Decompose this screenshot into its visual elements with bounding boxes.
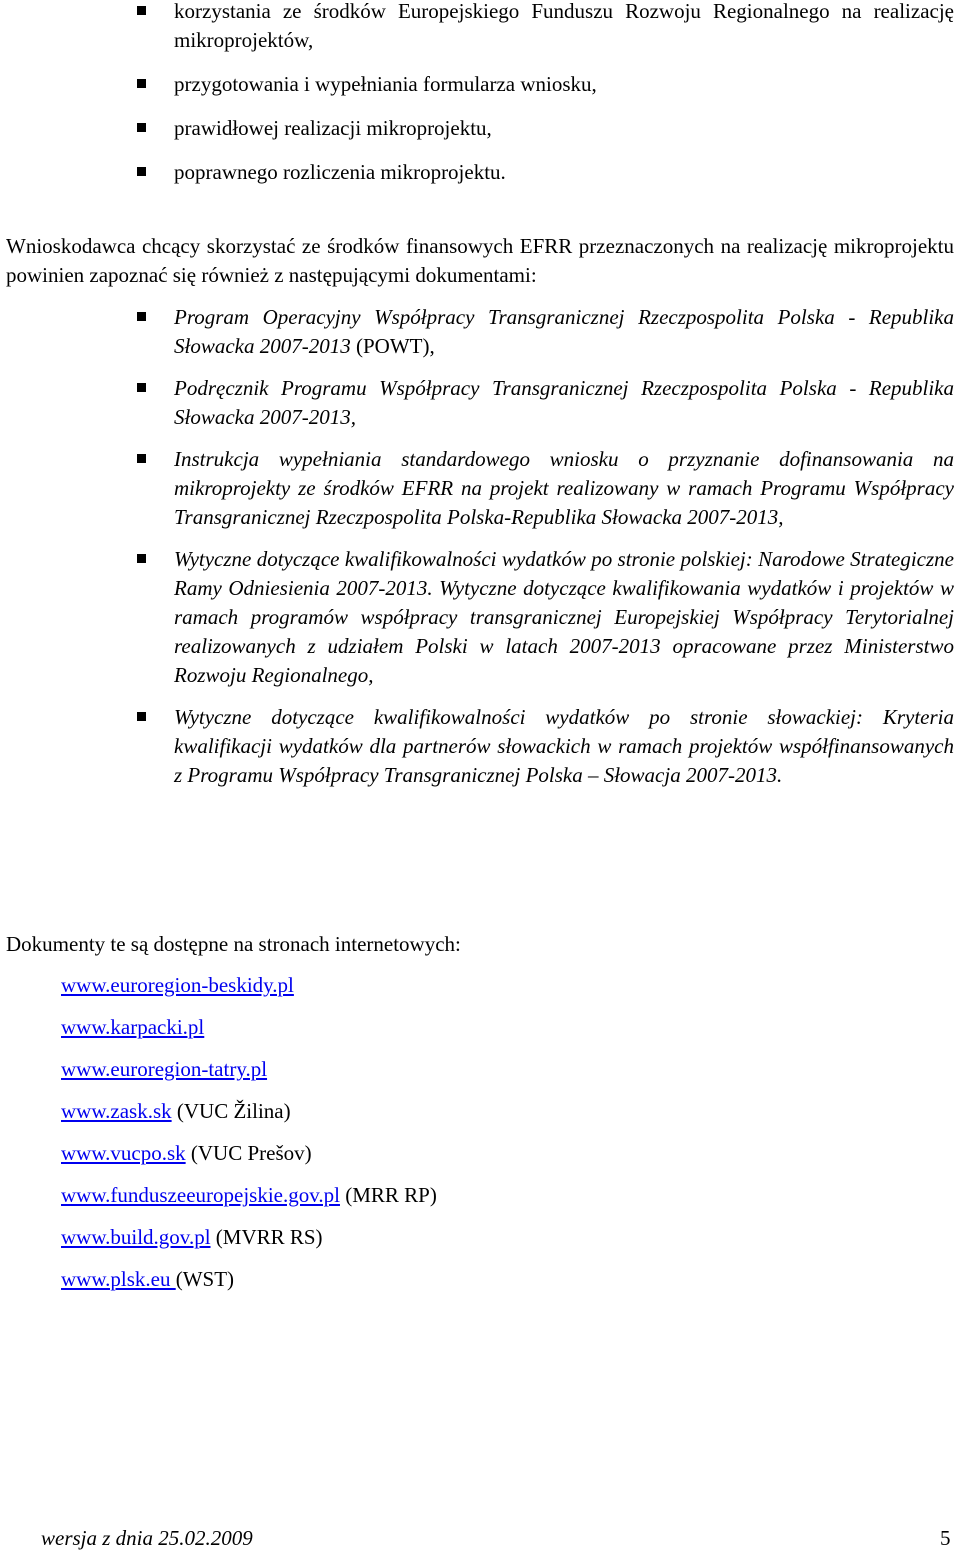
link-karpacki[interactable]: www.karpacki.pl xyxy=(61,1015,205,1039)
link-item xyxy=(61,1181,437,1223)
square-bullet-icon xyxy=(137,79,146,88)
link-euroregion-beskidy[interactable]: www.euroregion-beskidy.pl xyxy=(61,973,294,997)
square-bullet-icon xyxy=(137,383,146,392)
document-item: Program Operacyjny Współpracy Transgranicznej Rzeczpospolita Polska - Republika Słowacka 2007-2013 (POWT), xyxy=(0,303,960,361)
link-note: (VUC Prešov) xyxy=(185,1141,312,1165)
list-item: prawidłowej realizacji mikroprojektu, xyxy=(0,114,960,143)
website-links-list xyxy=(61,971,437,1307)
intro-paragraph: Wnioskodawca chcący skorzystać ze środków finansowych EFRR przeznaczonych na realizację mikroprojektu powinien zapoznać się również z następującymi dokumentami: xyxy=(6,234,954,287)
square-bullet-icon xyxy=(137,712,146,721)
square-bullet-icon xyxy=(137,167,146,176)
link-funduszeeuropejskie[interactable]: www.funduszeeuropejskie.gov.pl xyxy=(61,1183,340,1207)
square-bullet-icon xyxy=(137,6,146,15)
list-item: przygotowania i wypełniania formularza wniosku, xyxy=(0,70,960,99)
square-bullet-icon xyxy=(137,123,146,132)
document-item: Instrukcja wypełniania standardowego wniosku o przyznanie dofinansowania na mikroprojekty ze środków EFRR na projekt realizowany w ramach Programu Współpracy Transgranicznej Rzeczpospolita Polska-Republika Słowacka 2007-2013, xyxy=(0,445,960,532)
link-note: (WST) xyxy=(175,1267,235,1291)
document-item: Wytyczne dotyczące kwalifikowalności wydatków po stronie słowackiej: Kryteria kwalifikacji wydatków dla partnerów słowackich w ramach projektów współfinansowanych z Programu Współpracy Transgranicznej Polska – Słowacja 2007-2013. xyxy=(0,703,960,790)
page-number: 5 xyxy=(940,1526,951,1550)
link-item xyxy=(61,971,437,1013)
link-item xyxy=(61,1139,437,1181)
available-text: Dokumenty te są dostępne na stronach internetowych: xyxy=(6,932,461,956)
list-item: poprawnego rozliczenia mikroprojektu. xyxy=(0,158,960,187)
square-bullet-icon xyxy=(137,554,146,563)
link-item xyxy=(61,1265,437,1307)
link-euroregion-tatry[interactable]: www.euroregion-tatry.pl xyxy=(61,1057,268,1081)
documents-list xyxy=(0,303,960,803)
link-note: (MVRR RS) xyxy=(210,1225,323,1249)
link-item xyxy=(61,1013,437,1055)
square-bullet-icon xyxy=(137,454,146,463)
link-note: (MRR RP) xyxy=(339,1183,437,1207)
link-zask[interactable]: www.zask.sk xyxy=(61,1099,172,1123)
link-note: (VUC Žilina) xyxy=(171,1099,291,1123)
link-item xyxy=(61,1223,437,1265)
document-item: Podręcznik Programu Współpracy Transgranicznej Rzeczpospolita Polska - Republika Słowacka 2007-2013, xyxy=(0,374,960,432)
link-item xyxy=(61,1097,437,1139)
link-build-gov[interactable]: www.build.gov.pl xyxy=(61,1225,211,1249)
link-vucpo[interactable]: www.vucpo.sk xyxy=(61,1141,186,1165)
top-bullet-list xyxy=(0,0,960,202)
square-bullet-icon xyxy=(137,312,146,321)
version-footer: wersja z dnia 25.02.2009 xyxy=(41,1526,253,1550)
link-plsk[interactable]: www.plsk.eu xyxy=(61,1267,176,1291)
link-item xyxy=(61,1055,437,1097)
document-item: Wytyczne dotyczące kwalifikowalności wydatków po stronie polskiej: Narodowe Strategiczne Ramy Odniesienia 2007-2013. Wytyczne dotyczące kwalifikowania wydatków i projektów w ramach programów współpracy transgranicznej Europejskiej Współpracy Terytorialnej realizowanych z udziałem Polski w latach 2007-2013 opracowane przez Ministerstwo Rozwoju Regionalnego, xyxy=(0,545,960,690)
list-item: korzystania ze środków Europejskiego Funduszu Rozwoju Regionalnego na realizację mikroprojektów, xyxy=(0,0,960,55)
